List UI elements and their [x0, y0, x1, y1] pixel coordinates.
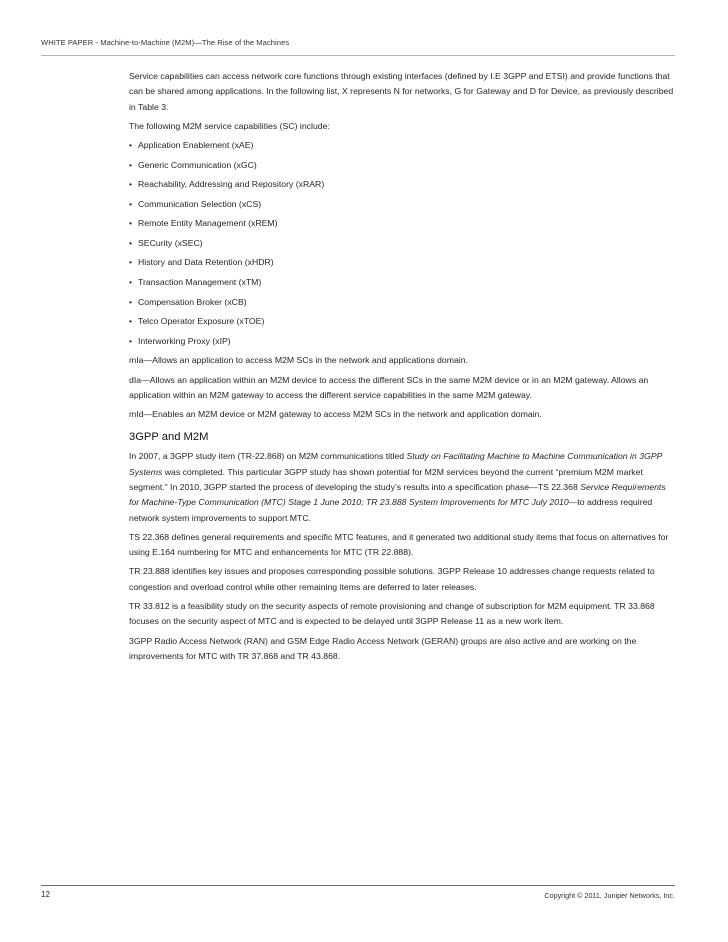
running-header: WHITE PAPER - Machine-to-Machine (M2M)—The Rise of the Machines: [41, 38, 290, 47]
bullet-icon: •: [129, 316, 133, 327]
intro-paragraph: Service capabilities can access network core functions through existing interfaces (defined by I.E 3GPP and ETSI) and provide functions that can be shared among applications. In the following list, X represents N for networks, G for Gateway and D for Device, as previously described in Table 3.: [129, 71, 674, 112]
page-number: 12: [41, 890, 50, 899]
page-body: [129, 69, 675, 668]
reference-point-definitions: [129, 353, 675, 422]
list-item: • Remote Entity Management (xREM): [129, 216, 675, 231]
list-item: • Reachability, Addressing and Repository (xRAR): [129, 177, 675, 192]
bullet-icon: •: [129, 179, 133, 190]
list-item: • Generic Communication (xGC): [129, 158, 675, 173]
bullet-icon: •: [129, 218, 133, 229]
bullet-icon: •: [129, 257, 133, 268]
list-item: • Compensation Broker (xCB): [129, 295, 675, 310]
list-item: • Telco Operator Exposure (xTOE): [129, 314, 675, 329]
spec-title: Service Requirements for Machine-Type Communication (MTC) Stage 1 June 2010; TR 23.888 System Improvements for MTC July 2010: [129, 481, 666, 508]
definition-mid: mId—Enables an M2M device or M2M gateway to access M2M SCs in the network and application domain.: [129, 409, 542, 420]
list-item: • Interworking Proxy (xIP): [129, 334, 675, 349]
study-title: Study on Facilitating Machine to Machine Communication in 3GPP Systems: [129, 451, 663, 477]
bullet-icon: •: [129, 198, 133, 209]
list-item: • History and Data Retention (xHDR): [129, 255, 675, 270]
list-item: • Communication Selection (xCS): [129, 197, 675, 212]
section-heading: 3GPP and M2M: [129, 431, 209, 444]
copyright-notice: Copyright © 2011, Juniper Networks, Inc.: [544, 891, 675, 900]
section-paragraph-1: In 2007, a 3GPP study item (TR-22.868) on M2M communications titled Study on Facilitating Machine to Machine Communication in 3GPP Systems was completed. This particular 3GPP study has shown potential for M2M services beyond the current “premium M2M market segment.” In 2010, 3GPP started the process of developing the study’s results into a specification phase—TS 22.368 Service Requirements for Machine-Type Communication (MTC) Stage 1 June 2010; TR 23.888 System Improvements for MTC July 2010—to address required network system improvements to support MTC.: [129, 451, 666, 523]
capabilities-list: [129, 138, 675, 349]
header-divider: [41, 55, 675, 56]
definition-dia: dIa—Allows an application within an M2M device to access the different SCs in the same M2M device or in an M2M gateway. Allows an application within an M2M gateway to access the different service capabilities in the same M2M gateway.: [129, 374, 649, 400]
list-item: • Transaction Management (xTM): [129, 275, 675, 290]
bullet-icon: •: [129, 140, 133, 151]
bullet-icon: •: [129, 237, 133, 248]
section-paragraph-4: TR 33.812 is a feasibility study on the security aspects of remote provisioning and change of subscription for M2M equipment. TR 33.868 focuses on the security aspect of MTC and is expected to be delayed until 3GPP Release 11 as a new work item.: [129, 601, 655, 627]
footer-divider: [41, 885, 675, 886]
section-paragraph-2: TS 22.368 defines general requirements and specific MTC features, and it generated two additional study items that focus on alternatives for using E.164 numbering for MTC and enhancements for MTC (TR 22.888).: [129, 531, 669, 558]
capabilities-lead-in: The following M2M service capabilities (SC) include:: [129, 120, 330, 131]
bullet-icon: •: [129, 159, 133, 170]
bullet-icon: •: [129, 296, 133, 307]
section-paragraph-3: TR 23.888 identifies key issues and proposes corresponding possible solutions. 3GPP Release 10 addresses change requests related to congestion and overload control while other remaining items are deferred to later releases.: [129, 566, 655, 592]
list-item: • Application Enablement (xAE): [129, 138, 675, 153]
section-paragraph-5: 3GPP Radio Access Network (RAN) and GSM Edge Radio Access Network (GERAN) groups are also active and are working on the improvements for MTC with TR 37.868 and TR 43.868.: [129, 635, 637, 661]
bullet-icon: •: [129, 335, 133, 346]
bullet-icon: •: [129, 277, 133, 288]
list-item: • SECurity (xSEC): [129, 236, 675, 251]
definition-mia: mIa—Allows an application to access M2M SCs in the network and applications domain.: [129, 355, 468, 366]
